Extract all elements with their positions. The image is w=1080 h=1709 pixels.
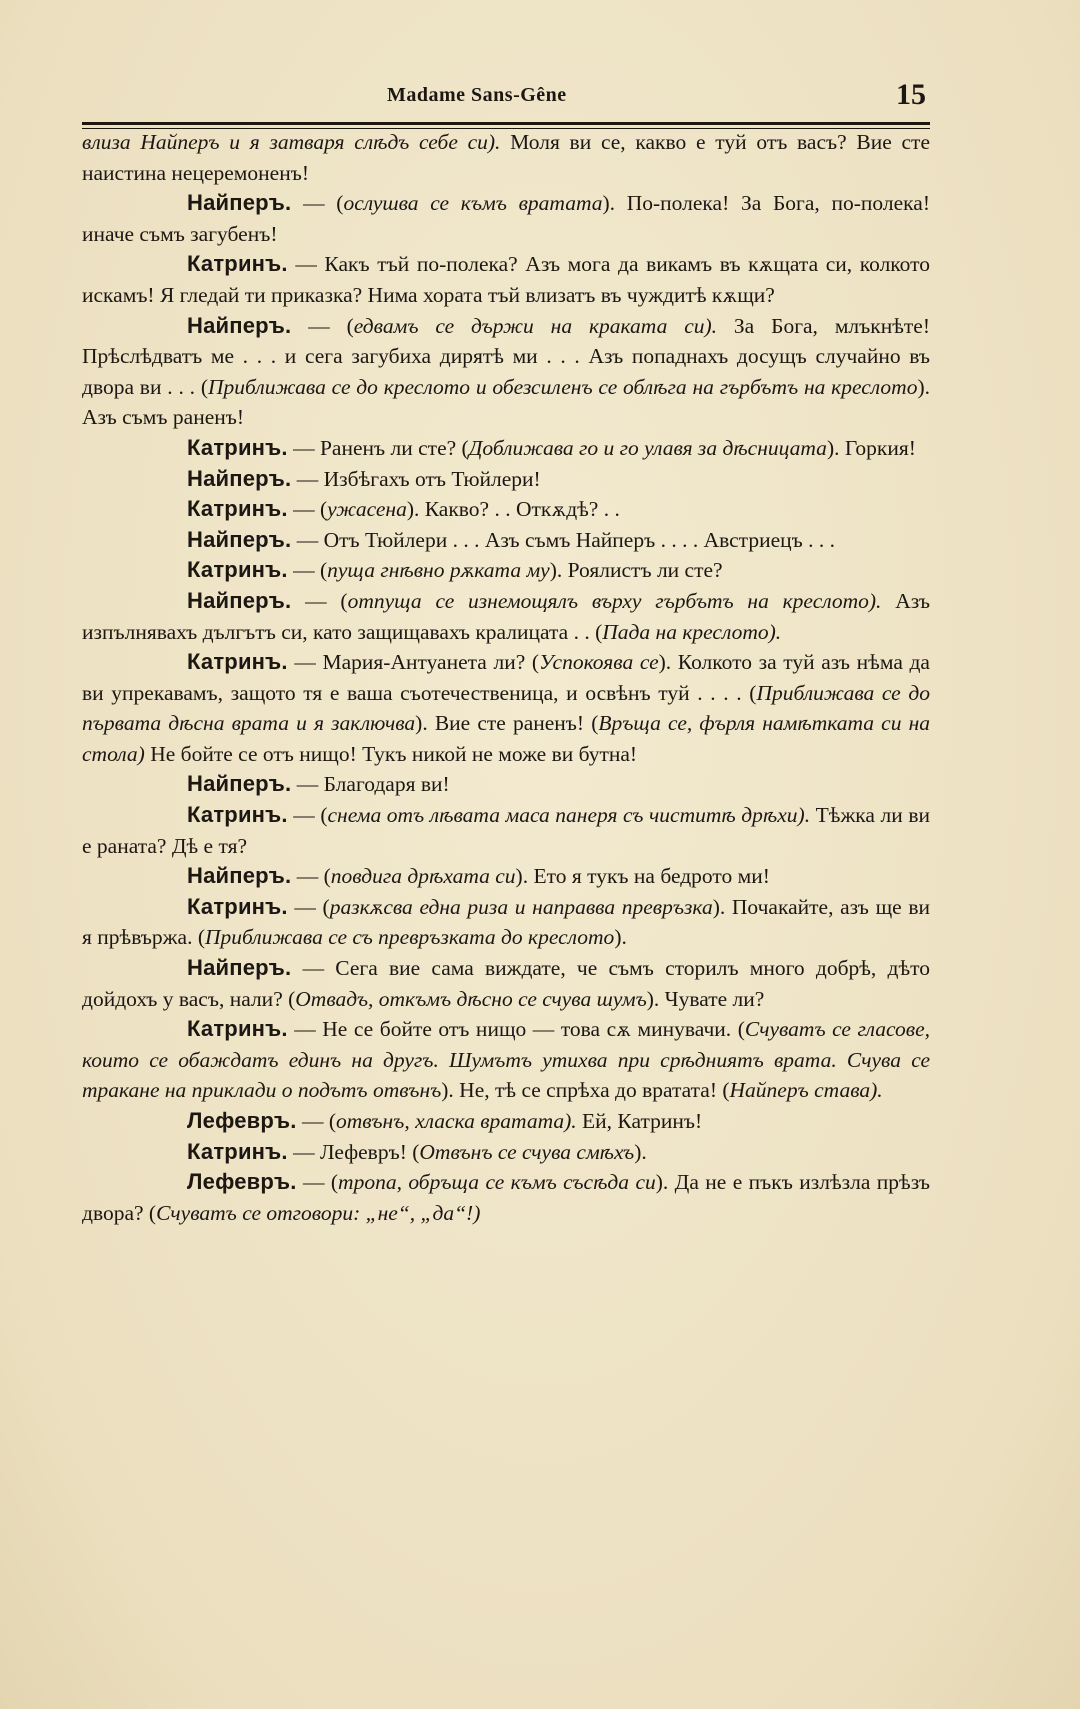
speaker-name: Найперъ. (187, 863, 292, 889)
dialogue-text: ). Да не е пъкъ излѣзла прѣзъ двора? ( (82, 1170, 930, 1225)
speaker-name: Катринъ. (187, 649, 288, 675)
dialogue-text: — Сега вие сама виждате, че съмъ сторилъ много добрѣ, дѣто дойдохъ у васъ, нали? ( (82, 956, 930, 1011)
dialogue-text: ). Азъ съмъ раненъ! (82, 374, 930, 430)
stage-direction: тропа, обръща се къмъ съсѣда си (338, 1170, 656, 1195)
speaker-name: Найперъ. (187, 771, 292, 797)
dialogue-text: — ( (291, 864, 331, 889)
dialogue-text: — Избѣгахъ отъ Тюйлери! (291, 466, 541, 491)
stage-direction: Пада на креслото). (602, 619, 782, 644)
dialogue-text: — Лефевръ! ( (287, 1139, 420, 1164)
stage-direction: Връща се, фърля намѣтката си на стола) (82, 711, 931, 766)
speaker-name: Катринъ. (187, 802, 288, 828)
dialogue-text: ). Ето я тукъ на бедрото ми! (515, 864, 770, 889)
dialogue-text: Не бойте се отъ нищо! Тукъ никой не може ви бутна! (144, 741, 638, 766)
speech-paragraph (82, 769, 930, 800)
speech-paragraph (82, 1106, 930, 1137)
speech-paragraph (82, 249, 930, 310)
stage-direction: Приближава се до първата дѣсна врата и я заключва (82, 680, 930, 736)
speech-paragraph (82, 494, 930, 525)
stage-direction: ужасена (327, 497, 407, 522)
dialogue-text: Моля ви се, какво е туй отъ васъ? Вие сте наистина нецеремоненъ! (82, 130, 930, 185)
stage-direction: влиза Найперъ и я затваря слѣдъ себе си). (82, 130, 501, 154)
speech-paragraph (82, 188, 930, 249)
stage-direction: Успокоява се (539, 650, 659, 675)
page-number: 15 (896, 78, 926, 111)
dialogue-text: — Мария-Антуанета ли? ( (287, 650, 540, 675)
dialogue-text: — Отъ Тюйлери . . . Азъ съмъ Найперъ . . . . Австриецъ . . . (291, 527, 836, 552)
speech-paragraph (82, 433, 930, 464)
stage-direction: отвънъ, хласка вратата). (336, 1109, 577, 1133)
speech-paragraph (82, 311, 930, 433)
dialogue-text: — ( (287, 803, 328, 828)
dialogue-text: — Раненъ ли сте? ( (287, 435, 469, 460)
header-rule (82, 122, 930, 125)
stage-direction: Приближава се до креслото и обезсиленъ се облѣга на гърбътъ на креслото (208, 374, 918, 399)
stage-direction: Доближава го и го улавя за дѣсницата (468, 435, 827, 460)
dialogue-text: Тѣжка ли ви е раната? Дѣ е тя? (82, 803, 930, 858)
speaker-name: Катринъ. (187, 1138, 288, 1164)
speaker-name: Лефевръ. (187, 1108, 297, 1133)
dialogue-text: Ей, Катринъ! (576, 1109, 703, 1133)
speech-paragraph (82, 586, 930, 647)
speaker-name: Найперъ. (187, 955, 292, 981)
dialogue-text: ). Роялистъ ли сте? (549, 558, 723, 583)
dialogue-text: — ( (291, 313, 354, 338)
speech-paragraph (82, 1137, 930, 1168)
dialogue-text: ). Чувате ли? (646, 986, 765, 1011)
dialogue-text: ). Горкия! (826, 435, 916, 460)
speech-paragraph (82, 861, 930, 892)
dialogue-text: ). Не, тѣ се спрѣха до вратата! ( (441, 1078, 730, 1103)
dialogue-text: — ( (291, 191, 344, 216)
stage-direction: Найперъ става). (729, 1078, 883, 1103)
page-header (82, 78, 930, 118)
stage-direction: Отвънъ се счува смѣхъ (419, 1139, 635, 1164)
speaker-name: Катринъ. (187, 1016, 288, 1042)
speaker-name: Найперъ. (187, 526, 292, 552)
dialogue-text: Азъ изпълнявахъ дългътъ си, като защищавахъ кралицата . . ( (82, 588, 930, 644)
speaker-name: Катринъ. (187, 893, 288, 919)
stage-direction: пуща гнѣвно рѫката му (327, 558, 550, 583)
stage-direction: разкѫсва една риза и направва превръзка (329, 894, 713, 919)
speech-paragraph (82, 1014, 930, 1106)
stage-direction: ослушва се къмъ вратата (343, 191, 603, 216)
dialogue-text: — ( (291, 588, 348, 613)
running-title: Madame Sans-Gêne (387, 84, 567, 106)
speech-paragraph (82, 464, 930, 495)
dialogue-text: ). Вие сте раненъ! ( (415, 711, 599, 736)
body-text (82, 127, 930, 1228)
dialogue-text: ). Колкото за туй азъ нѣма да ви упрекавамъ, защото тя е ваша съотечественица, и освѣнъ туй . . . . ( (82, 650, 930, 705)
speech-paragraph (82, 647, 930, 769)
speaker-name: Катринъ. (187, 557, 288, 583)
speech-paragraph (82, 953, 930, 1014)
dialogue-text: — ( (287, 894, 330, 919)
stage-direction: снема отъ лѣвата маса панеря съ чиститѣ дрѣхи). (327, 803, 811, 828)
dialogue-text: ). Почакайте, азъ ще ви я прѣвържа. ( (82, 894, 930, 950)
speaker-name: Катринъ. (187, 434, 288, 460)
speaker-name: Найперъ. (187, 587, 292, 613)
stage-direction: отпуща се изнемощялъ върху гърбътъ на креслото). (347, 588, 882, 613)
stage-direction: повдига дрѣхата си (330, 864, 516, 889)
dialogue-text: — ( (296, 1170, 339, 1195)
stage-direction: Приближава се съ превръзката до креслото (205, 925, 615, 950)
dialogue-text: За Бога, млъкнѣте! Прѣслѣдватъ ме . . . и сега загубиха дирятѣ ми . . . Азъ попаднахъ досущъ случайно въ двора ви . . . ( (82, 313, 930, 399)
dialogue-text: ). По-полека! За Бога, по-полека! иначе съмъ загубенъ! (82, 191, 930, 246)
speech-paragraph (82, 525, 930, 556)
speech-paragraph (82, 892, 930, 953)
speaker-name: Катринъ. (187, 496, 288, 522)
speech-paragraph (82, 800, 930, 861)
continuation-paragraph (82, 127, 930, 188)
stage-direction: Счуватъ се отговори: „не“, „да“!) (156, 1200, 481, 1225)
dialogue-text: — Какъ тъй по-полека? Азъ мога да викамъ въ кѫщата си, колкото искамъ! Я гледай ти приказка? Нима хората тъй влизатъ въ чуждитѣ кѫщи? (82, 252, 930, 307)
dialogue-text: — Благодаря ви! (291, 772, 450, 797)
stage-direction: едвамъ се държи на краката си). (353, 313, 718, 338)
speaker-name: Найперъ. (187, 312, 292, 338)
dialogue-text: — ( (296, 1109, 337, 1133)
dialogue-text: — ( (287, 497, 328, 522)
stage-direction: Отвадъ, откъмъ дѣсно се счува шумъ (295, 986, 647, 1011)
dialogue-text: — Не се бойте отъ нищо — това сѫ минувачи. ( (287, 1017, 745, 1042)
speaker-name: Найперъ. (187, 465, 292, 491)
speech-paragraph (82, 1167, 930, 1228)
speaker-name: Катринъ. (187, 251, 288, 277)
speaker-name: Лефевръ. (187, 1169, 297, 1195)
speech-paragraph (82, 555, 930, 586)
dialogue-text: ). Какво? . . Откѫдѣ? . . (406, 497, 620, 522)
speaker-name: Найперъ. (187, 190, 292, 216)
dialogue-text: ). (614, 925, 627, 950)
dialogue-text: ). (634, 1139, 647, 1164)
stage-direction: Счуватъ се гласове, които се обаждатъ единъ на другъ. Шумътъ утихва при срѣдниятъ врата. Счува се тракане на приклади о подътъ отвънъ (82, 1017, 930, 1103)
dialogue-text: — ( (287, 558, 328, 583)
